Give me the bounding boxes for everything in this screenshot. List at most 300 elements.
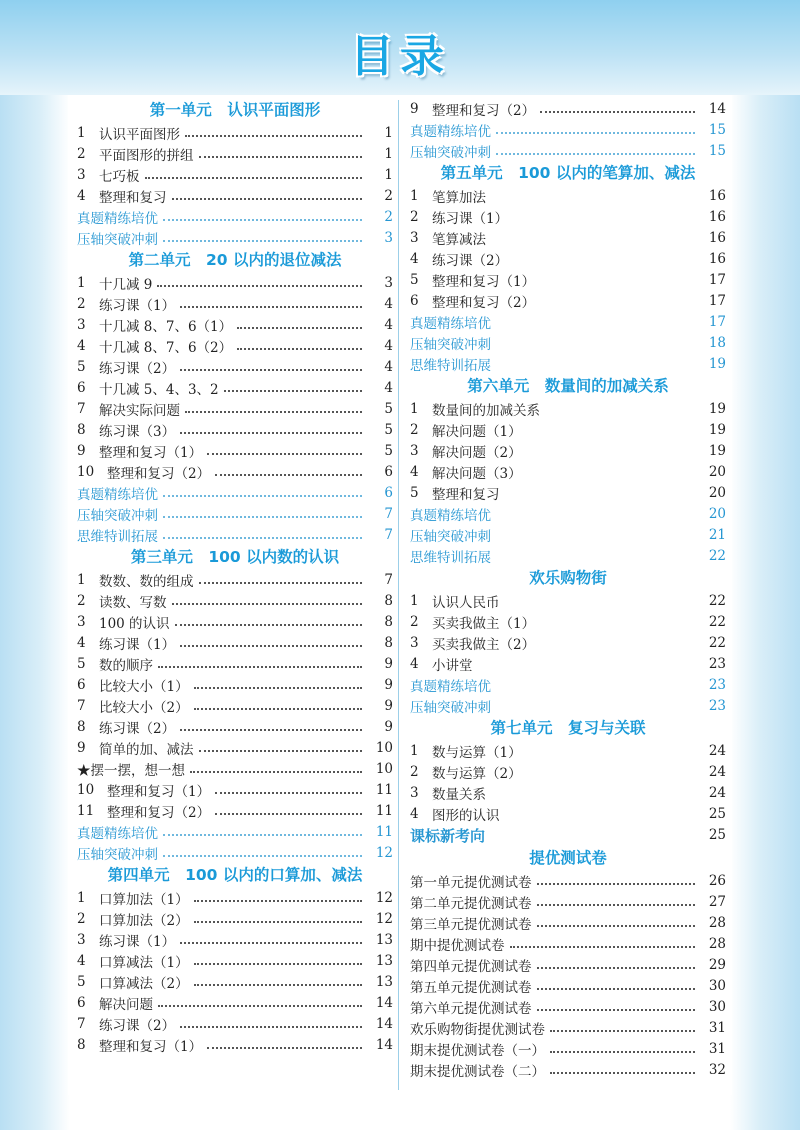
toc-entry[interactable] xyxy=(75,524,395,545)
toc-entry[interactable] xyxy=(75,143,395,164)
toc-entry[interactable] xyxy=(408,590,728,611)
entry-number: 1 xyxy=(77,571,86,588)
toc-entry[interactable] xyxy=(75,716,395,737)
entry-number: 1 xyxy=(410,592,419,609)
toc-entry[interactable] xyxy=(408,1017,728,1038)
entry-title: 第六单元提优测试卷 xyxy=(410,1000,532,1017)
entry-title: 认识人民币 xyxy=(432,594,500,611)
entry-title: 整理和复习（2） xyxy=(432,102,536,119)
page-number: 1 xyxy=(384,124,393,141)
page-number: 10 xyxy=(375,760,393,777)
entry-title: 第五单元提优测试卷 xyxy=(410,979,532,996)
leader-dots xyxy=(157,285,362,287)
entry-number: 9 xyxy=(410,100,419,117)
toc-entry[interactable] xyxy=(408,311,728,332)
entry-number: 3 xyxy=(77,931,86,948)
entry-number: 4 xyxy=(77,337,86,354)
entry-title: 100 的认识 xyxy=(99,615,170,632)
leader-dots xyxy=(550,1030,695,1032)
section-heading: 欢乐购物街 xyxy=(529,569,607,587)
toc-entry[interactable] xyxy=(408,503,728,524)
toc-entry[interactable] xyxy=(75,227,395,248)
page-number: 20 xyxy=(708,484,726,501)
entry-number: 7 xyxy=(77,400,86,417)
page-number: 28 xyxy=(708,914,726,931)
entry-title: 真题精练培优 xyxy=(77,486,158,503)
toc-entry[interactable] xyxy=(75,821,395,842)
entry-number: 4 xyxy=(410,250,419,267)
toc-entry[interactable] xyxy=(408,954,728,975)
toc-entry[interactable] xyxy=(75,674,395,695)
entry-title: ★摆一摆，想一想 xyxy=(77,762,185,779)
toc-entry[interactable] xyxy=(408,482,728,503)
leader-dots xyxy=(185,135,362,137)
page-number: 16 xyxy=(708,208,726,225)
toc-entry[interactable] xyxy=(408,332,728,353)
page-number: 10 xyxy=(375,739,393,756)
leader-dots xyxy=(180,1026,362,1028)
leader-dots xyxy=(537,988,696,990)
entry-number: 7 xyxy=(77,697,86,714)
entry-number: 5 xyxy=(77,358,86,375)
toc-entry[interactable] xyxy=(408,740,728,761)
entry-title: 压轴突破冲刺 xyxy=(77,846,158,863)
toc-entry[interactable] xyxy=(408,440,728,461)
page-number: 22 xyxy=(708,547,726,564)
toc-entry[interactable] xyxy=(408,524,728,545)
page-number: 25 xyxy=(708,805,726,822)
leader-dots xyxy=(510,946,696,948)
entry-number: 2 xyxy=(77,295,86,312)
entry-number: 9 xyxy=(77,739,86,756)
leader-dots xyxy=(496,153,695,155)
page-number: 4 xyxy=(384,358,393,375)
entry-number: 5 xyxy=(410,271,419,288)
page-number: 27 xyxy=(708,893,726,910)
entry-title: 解决问题（3） xyxy=(432,465,522,482)
page-number: 9 xyxy=(384,718,393,735)
leader-dots xyxy=(496,132,695,134)
toc-entry[interactable] xyxy=(408,1038,728,1059)
toc-entry[interactable] xyxy=(75,398,395,419)
entry-number: 3 xyxy=(77,316,86,333)
toc-entry[interactable] xyxy=(75,569,395,590)
section-heading: 第三单元 100 以内数的认识 xyxy=(130,548,340,566)
toc-entry[interactable] xyxy=(408,1059,728,1080)
entry-title: 十几减 5、4、3、2 xyxy=(99,381,219,398)
toc-entry[interactable] xyxy=(75,590,395,611)
page-number: 24 xyxy=(708,763,726,780)
toc-entry[interactable] xyxy=(408,975,728,996)
toc-column-right xyxy=(408,98,728,1080)
toc-entry[interactable] xyxy=(408,632,728,653)
page-number: 15 xyxy=(708,142,726,159)
toc-entry[interactable] xyxy=(408,674,728,695)
toc-entry[interactable] xyxy=(75,758,395,779)
entry-number: 4 xyxy=(77,952,86,969)
entry-number: 5 xyxy=(410,484,419,501)
entry-title: 整理和复习（2） xyxy=(107,465,211,482)
entry-title: 笔算减法 xyxy=(432,231,486,248)
entry-title: 数量间的加减关系 xyxy=(432,402,540,419)
leader-dots xyxy=(163,834,362,836)
leader-dots xyxy=(145,177,363,179)
entry-title: 整理和复习（2） xyxy=(432,294,536,311)
page-number: 23 xyxy=(708,697,726,714)
leader-dots xyxy=(180,432,362,434)
entry-title: 练习课（2） xyxy=(432,252,509,269)
page-number: 5 xyxy=(384,421,393,438)
page-number: 5 xyxy=(384,442,393,459)
entry-title: 数量关系 xyxy=(432,786,486,803)
toc-entry[interactable] xyxy=(408,782,728,803)
entry-title: 压轴突破冲刺 xyxy=(77,507,158,524)
entry-number: 2 xyxy=(77,592,86,609)
page-number: 8 xyxy=(384,613,393,630)
toc-entry[interactable] xyxy=(75,314,395,335)
entry-title: 真题精练培优 xyxy=(410,678,491,695)
toc-entry[interactable] xyxy=(408,933,728,954)
entry-number: 1 xyxy=(77,124,86,141)
entry-title: 整理和复习 xyxy=(99,189,167,206)
entry-title: 口算减法（2） xyxy=(99,975,189,992)
toc-entry[interactable] xyxy=(75,737,395,758)
leader-dots xyxy=(163,219,362,221)
entry-number: 3 xyxy=(410,634,419,651)
entry-title: 压轴突破冲刺 xyxy=(410,144,491,161)
page-number: 25 xyxy=(708,827,726,843)
entry-number: 6 xyxy=(410,292,419,309)
leader-dots xyxy=(550,1072,695,1074)
entry-title: 七巧板 xyxy=(99,168,140,185)
leader-dots xyxy=(237,348,362,350)
entry-title: 第三单元提优测试卷 xyxy=(410,916,532,933)
leader-dots xyxy=(180,645,362,647)
page-number: 18 xyxy=(708,334,726,351)
leader-dots xyxy=(175,624,362,626)
entry-title: 第二单元提优测试卷 xyxy=(410,895,532,912)
leader-dots xyxy=(207,1047,362,1049)
entry-title: 期末提优测试卷（二） xyxy=(410,1063,545,1080)
entry-title: 第四单元提优测试卷 xyxy=(410,958,532,975)
leader-dots xyxy=(158,1005,362,1007)
entry-number: 4 xyxy=(77,187,86,204)
entry-title: 练习课（1） xyxy=(432,210,509,227)
entry-number: 2 xyxy=(77,145,86,162)
entry-number: 2 xyxy=(410,613,419,630)
leader-dots xyxy=(163,495,362,497)
toc-entry[interactable] xyxy=(75,632,395,653)
leader-dots xyxy=(180,729,362,731)
page-number: 19 xyxy=(708,442,726,459)
toc-entry[interactable] xyxy=(408,419,728,440)
toc-entry[interactable] xyxy=(75,929,395,950)
toc-entry[interactable] xyxy=(408,119,728,140)
leader-dots xyxy=(194,921,362,923)
entry-title: 压轴突破冲刺 xyxy=(77,231,158,248)
entry-number: 5 xyxy=(77,973,86,990)
entry-number: 10 xyxy=(77,463,95,480)
section-heading: 第一单元 认识平面图形 xyxy=(149,101,321,119)
leader-dots xyxy=(215,792,362,794)
page-number: 14 xyxy=(375,1015,393,1032)
toc-entry[interactable] xyxy=(75,503,395,524)
toc-entry[interactable] xyxy=(408,996,728,1017)
entry-title: 小讲堂 xyxy=(432,657,473,674)
page-number: 19 xyxy=(708,421,726,438)
leader-dots xyxy=(199,750,363,752)
section-heading: 第二单元 20 以内的退位减法 xyxy=(128,251,342,269)
entry-number: 4 xyxy=(77,634,86,651)
entry-number: 6 xyxy=(77,994,86,1011)
toc-entry[interactable] xyxy=(408,870,728,891)
toc-entry[interactable] xyxy=(75,950,395,971)
entry-number: 2 xyxy=(410,208,419,225)
leader-dots xyxy=(180,369,362,371)
toc-entry[interactable] xyxy=(408,611,728,632)
section-heading: 提优测试卷 xyxy=(529,849,607,867)
leader-dots xyxy=(237,327,362,329)
entry-title: 简单的加、减法 xyxy=(99,741,194,758)
page-number: 14 xyxy=(708,100,726,117)
toc-entry[interactable] xyxy=(75,122,395,143)
page-number: 14 xyxy=(375,1036,393,1053)
toc-entry[interactable] xyxy=(75,164,395,185)
toc-entry[interactable] xyxy=(75,272,395,293)
entry-title: 数数、数的组成 xyxy=(99,573,194,590)
toc-entry[interactable] xyxy=(75,377,395,398)
entry-title: 练习课（2） xyxy=(99,1017,176,1034)
entry-title: 练习课（3） xyxy=(99,423,176,440)
page-number: 21 xyxy=(708,526,726,543)
entry-title: 口算加法（1） xyxy=(99,891,189,908)
toc-entry[interactable] xyxy=(408,461,728,482)
toc-entry[interactable] xyxy=(408,248,728,269)
entry-title: 认识平面图形 xyxy=(99,126,180,143)
leader-dots xyxy=(550,1051,695,1053)
entry-title: 买卖我做主（1） xyxy=(432,615,536,632)
page-number: 30 xyxy=(708,998,726,1015)
leader-dots xyxy=(194,687,362,689)
toc-entry[interactable] xyxy=(408,206,728,227)
toc-entry[interactable] xyxy=(75,695,395,716)
leader-dots xyxy=(207,453,362,455)
entry-title: 解决问题（1） xyxy=(432,423,522,440)
toc-entry[interactable] xyxy=(75,419,395,440)
page-number: 4 xyxy=(384,295,393,312)
page-number: 24 xyxy=(708,742,726,759)
page-number: 31 xyxy=(708,1019,726,1036)
toc-entry[interactable] xyxy=(408,803,728,824)
entry-title: 真题精练培优 xyxy=(410,507,491,524)
section-heading xyxy=(408,824,728,846)
page-number: 11 xyxy=(375,802,393,819)
page-number: 20 xyxy=(708,463,726,480)
leader-dots xyxy=(163,537,362,539)
leader-dots xyxy=(540,111,695,113)
page-number: 4 xyxy=(384,379,393,396)
page-number: 13 xyxy=(375,931,393,948)
toc-entry[interactable] xyxy=(75,611,395,632)
entry-title: 整理和复习（1） xyxy=(107,783,211,800)
entry-title: 十几减 8、7、6（1） xyxy=(99,318,233,335)
toc-entry[interactable] xyxy=(75,1034,395,1055)
entry-number: 4 xyxy=(410,805,419,822)
toc-entry[interactable] xyxy=(408,398,728,419)
page-number: 9 xyxy=(384,697,393,714)
page-number: 2 xyxy=(384,208,393,225)
entry-title: 练习课（2） xyxy=(99,360,176,377)
toc-entry[interactable] xyxy=(408,653,728,674)
entry-title: 期中提优测试卷 xyxy=(410,937,505,954)
page-number: 30 xyxy=(708,977,726,994)
toc-entry[interactable] xyxy=(75,440,395,461)
toc-entry[interactable] xyxy=(408,761,728,782)
page-number: 11 xyxy=(375,781,393,798)
leader-dots xyxy=(172,198,363,200)
leader-dots xyxy=(163,240,362,242)
entry-title: 练习课（1） xyxy=(99,297,176,314)
page-number: 7 xyxy=(384,571,393,588)
leader-dots xyxy=(194,900,362,902)
page-number: 9 xyxy=(384,655,393,672)
entry-number: 1 xyxy=(77,274,86,291)
leader-dots xyxy=(224,390,362,392)
section-heading: 第七单元 复习与关联 xyxy=(490,719,646,737)
toc-entry[interactable] xyxy=(75,908,395,929)
page-number: 9 xyxy=(384,676,393,693)
page-number: 22 xyxy=(708,592,726,609)
section-heading-label: 课标新考向 xyxy=(410,826,486,845)
entry-title: 比较大小（1） xyxy=(99,678,189,695)
toc-entry[interactable] xyxy=(408,695,728,716)
toc-entry[interactable] xyxy=(75,185,395,206)
toc-entry[interactable] xyxy=(75,335,395,356)
section-heading: 第五单元 100 以内的笔算加、减法 xyxy=(440,164,696,182)
page-number: 2 xyxy=(384,187,393,204)
page-number: 4 xyxy=(384,337,393,354)
leader-dots xyxy=(199,156,363,158)
toc-entry[interactable] xyxy=(408,140,728,161)
page-number: 16 xyxy=(708,187,726,204)
entry-title: 口算减法（1） xyxy=(99,954,189,971)
toc-entry[interactable] xyxy=(75,482,395,503)
leader-dots xyxy=(537,1009,696,1011)
leader-dots xyxy=(158,666,362,668)
toc-entry[interactable] xyxy=(75,992,395,1013)
entry-title: 真题精练培优 xyxy=(77,825,158,842)
toc-entry[interactable] xyxy=(75,461,395,482)
page-number: 24 xyxy=(708,784,726,801)
toc-entry[interactable] xyxy=(75,206,395,227)
page-number: 8 xyxy=(384,592,393,609)
toc-entry[interactable] xyxy=(75,653,395,674)
entry-title: 图形的认识 xyxy=(432,807,500,824)
entry-number: 1 xyxy=(77,889,86,906)
entry-title: 整理和复习 xyxy=(432,486,500,503)
page-number: 12 xyxy=(375,910,393,927)
toc-entry[interactable] xyxy=(408,269,728,290)
page-number: 20 xyxy=(708,505,726,522)
entry-title: 笔算加法 xyxy=(432,189,486,206)
toc-entry[interactable] xyxy=(75,800,395,821)
toc-entry[interactable] xyxy=(408,891,728,912)
page-number: 29 xyxy=(708,956,726,973)
page-number: 16 xyxy=(708,250,726,267)
page-number: 17 xyxy=(708,271,726,288)
toc-entry[interactable] xyxy=(408,290,728,311)
page-number: 11 xyxy=(375,823,393,840)
toc-entry[interactable] xyxy=(75,356,395,377)
toc-entry[interactable] xyxy=(75,842,395,863)
leader-dots xyxy=(190,771,362,773)
entry-title: 读数、写数 xyxy=(99,594,167,611)
toc-entry[interactable] xyxy=(408,227,728,248)
entry-number: 9 xyxy=(77,442,86,459)
toc-column-left xyxy=(75,98,395,1055)
leader-dots xyxy=(215,813,362,815)
page-number: 5 xyxy=(384,400,393,417)
page-number: 28 xyxy=(708,935,726,952)
column-divider xyxy=(398,100,399,1090)
entry-number: 11 xyxy=(77,802,95,819)
toc-entry[interactable] xyxy=(408,185,728,206)
entry-title: 解决实际问题 xyxy=(99,402,180,419)
toc-entry[interactable] xyxy=(75,887,395,908)
page-number: 22 xyxy=(708,634,726,651)
page-number: 15 xyxy=(708,121,726,138)
entry-title: 数与运算（1） xyxy=(432,744,522,761)
leader-dots xyxy=(163,855,362,857)
toc-entry[interactable] xyxy=(75,779,395,800)
toc-entry[interactable] xyxy=(408,545,728,566)
page-number: 23 xyxy=(708,676,726,693)
entry-title: 整理和复习（1） xyxy=(99,444,203,461)
entry-title: 比较大小（2） xyxy=(99,699,189,716)
page-number: 26 xyxy=(708,872,726,889)
toc-entry[interactable] xyxy=(408,912,728,933)
leader-dots xyxy=(172,603,363,605)
page-number: 13 xyxy=(375,973,393,990)
toc-entry[interactable] xyxy=(408,98,728,119)
entry-number: 2 xyxy=(77,910,86,927)
entry-title: 思维特训拓展 xyxy=(410,549,491,566)
entry-title: 解决问题 xyxy=(99,996,153,1013)
toc-entry[interactable] xyxy=(75,971,395,992)
entry-title: 买卖我做主（2） xyxy=(432,636,536,653)
page-number: 17 xyxy=(708,292,726,309)
leader-dots xyxy=(163,516,362,518)
toc-entry[interactable] xyxy=(75,1013,395,1034)
leader-dots xyxy=(537,967,696,969)
leader-dots xyxy=(537,925,696,927)
entry-number: 5 xyxy=(77,655,86,672)
page-number: 12 xyxy=(375,889,393,906)
section-heading: 第四单元 100 以内的口算加、减法 xyxy=(107,866,363,884)
page-number: 1 xyxy=(384,145,393,162)
entry-title: 思维特训拓展 xyxy=(77,528,158,545)
toc-entry[interactable] xyxy=(408,353,728,374)
page-number: 32 xyxy=(708,1061,726,1078)
entry-title: 练习课（2） xyxy=(99,720,176,737)
toc-entry[interactable] xyxy=(75,293,395,314)
leader-dots xyxy=(180,942,362,944)
entry-number: 1 xyxy=(410,742,419,759)
section-heading: 第六单元 数量间的加减关系 xyxy=(467,377,669,395)
entry-title: 第一单元提优测试卷 xyxy=(410,874,532,891)
entry-number: 8 xyxy=(77,1036,86,1053)
entry-number: 2 xyxy=(410,763,419,780)
